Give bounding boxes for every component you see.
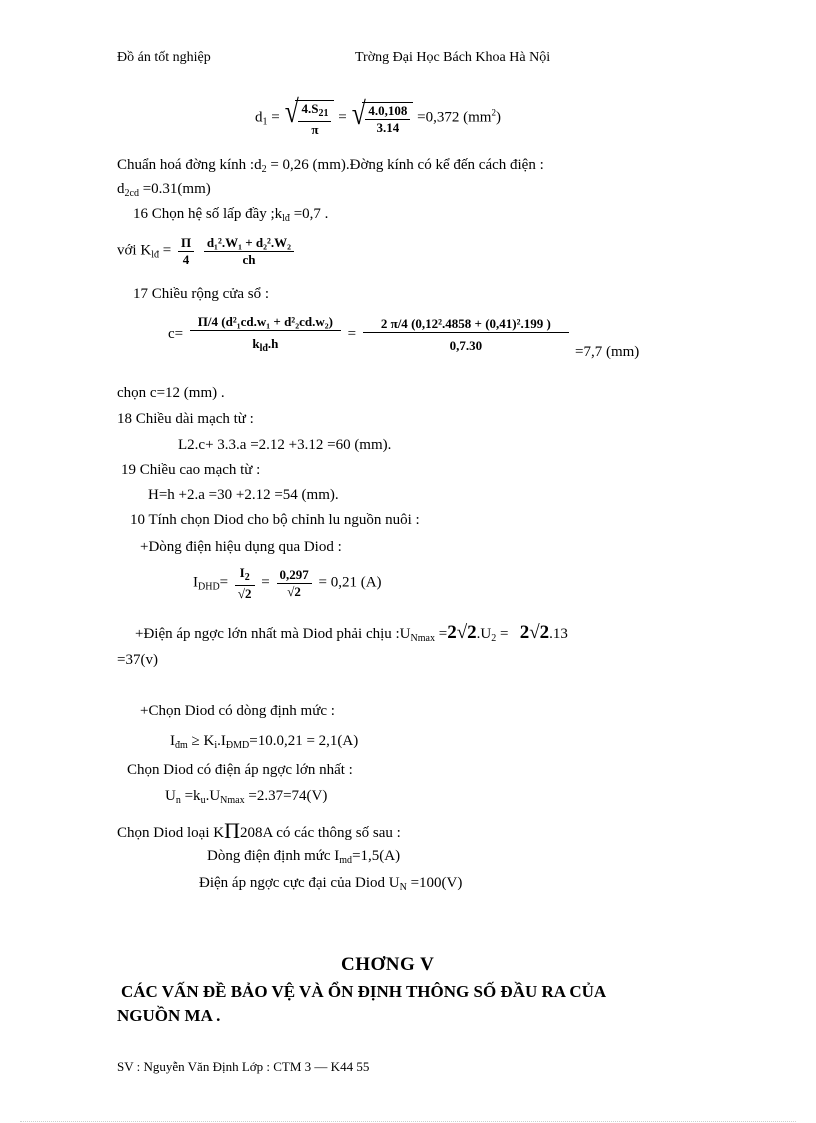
line-19-eq: H=h +2.a =30 +2.12 =54 (mm).: [148, 487, 339, 503]
header-right: Trờng Đại Học Bách Khoa Hà Nội: [355, 50, 551, 65]
line-idm: $I_{đm} \ge K_i.I_{ĐMD}=10.0,21 = 2,1(A)$: [170, 733, 359, 751]
chapter-heading: CHƠNG V: [341, 954, 435, 975]
header-left: Đồ án tốt nghiệp: [117, 50, 211, 65]
formula-idhd: $I_{DHD}=$ $\frac{I_2}{√2}$ = $\frac{0,297}{√2}$ = 0,21 (A): [193, 565, 382, 601]
formula-d1: $d_1$ = √ $\frac{4.S_{21}}{\pi}$ = √ $\frac{4.0,108}{3.14}$ =0,372 $(mm^2)$: [255, 93, 501, 137]
line-un: $U_n =k_u.U_{Nmax} =2.37=74(V)$: [165, 788, 328, 806]
footer-text: SV : Nguyễn Văn Định Lớp : CTM 3 — K44 55: [117, 1059, 370, 1074]
line-17: 17 Chiều rộng cửa sổ :: [133, 286, 270, 302]
chapter-title-2: NGUỒN MA .: [117, 1006, 221, 1025]
line-18: 18 Chiều dài mạch từ :: [117, 411, 254, 427]
line-chon-un: Chọn Diod có điện áp ngợc lớn nhất :: [127, 762, 353, 778]
line-chuan-hoa: Chuẩn hoá đờng kính $:d_2 = 0,26$ (mm).Đờng kính có kể đến cách điện :: [117, 157, 544, 175]
line-19: 19 Chiều cao mạch từ :: [121, 462, 261, 478]
line-loai: Chọn Diod loại KΠ208A có các thông số sau :: [117, 818, 401, 843]
line-idm-spec: Dòng điện định mức $I_{md}=1,5(A)$: [207, 848, 401, 866]
line-10: 10 Tính chọn Diod cho bộ chỉnh lu nguồn nuôi :: [130, 512, 420, 528]
c-result: =7,7 (mm): [575, 344, 640, 360]
line-chon-c: chọn c=12 (mm) .: [117, 385, 225, 401]
line-d2cd: $d_{2cd} =0.31(mm)$: [117, 181, 211, 199]
line-16: 16 Chọn hệ số lấp đầy $;k_{lđ} =0,7$ .: [133, 206, 329, 224]
formula-kld: với $K_{lđ}$ = $\frac{\Pi}{4}$ $\frac{\text{d₁².W₁ + d₂².W₂}}{ch}$: [117, 236, 297, 266]
line-10-a: +Dòng điện hiệu dụng qua Diod :: [140, 539, 342, 555]
line-unmax-2: =37(v): [117, 652, 158, 668]
line-unmax: +Điện áp ngợc lớn nhất mà Diod phải chịu $:U_{Nmax} =2√2.U_2 = 2√2.13$: [135, 622, 568, 644]
line-18-eq: L2.c+ 3.3.a =2.12 +3.12 =60 (mm).: [178, 437, 392, 453]
chapter-title-1: CÁC VẤN ĐỀ BẢO VỆ VÀ ỔN ĐỊNH THÔNG SỐ ĐẦU RA CỦA: [121, 982, 607, 1001]
formula-c: c= $\frac{\text{Π/4 (d²₁cd.w₁ + d²₂cd.w₂)}}{k_{lđ}.h}$ = $\frac{\text{2 π/4 (0,12².4858 + (0,41)².199 )}}{0,7.30}$: [168, 315, 572, 354]
footer-divider: [20, 1121, 796, 1122]
line-chon-diod: +Chọn Diod có dòng định mức :: [140, 703, 335, 719]
line-un-spec: Điện áp ngợc cực đại của Diod $U_N =100(V)$: [199, 875, 463, 893]
